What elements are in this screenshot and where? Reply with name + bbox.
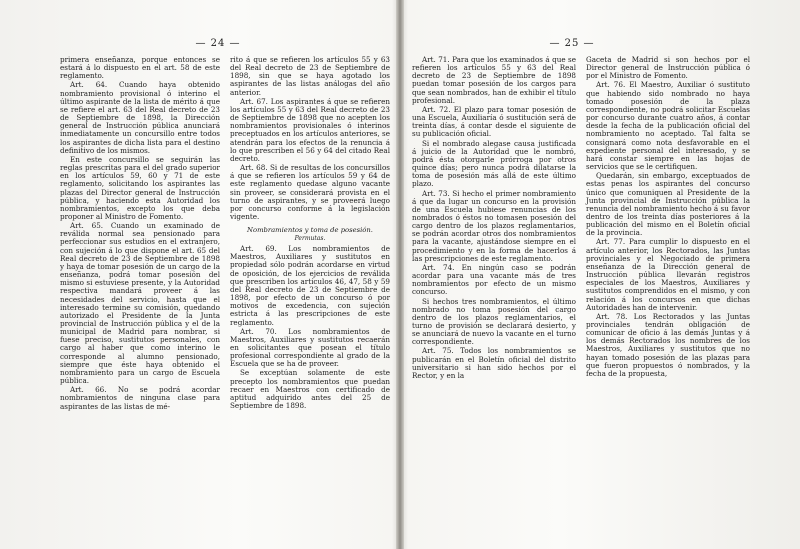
paragraph: Art. 77. Para cumplir lo dispuesto en el artículo anterior, los Rectorados, las Juntas provinciales y el Negociado de primera enseñanza de la Dirección general de Instrucción pública llevarán registros especiales de los Maestros, Auxiliares y sustitutos comprendidos en el mismo, y con relación á los concursos en que dichas Autoridades han de intervenir.	[586, 237, 750, 312]
paragraph: Art. 65. Cuando un examinado de reválida normal sea pensionado para perfeccionar sus estudios en el extranjero, con sujeción á lo que dispone el art. 65 del Real decreto de 23 de Septiembre de 1898 y haya de tomar posesión de un cargo de la enseñanza, podrá tomar posesión del mismo si estuviese presente, y la Autoridad respectiva mandará proveer á las necesidades del servicio, hasta que el interesado termine su comisión, quedando autorizado el Presidente de la Junta provincial de Instrucción pública y el de la municipal de Madrid para nombrar, si fuese preciso, sustitutos personales, con cargo al haber que como interino le corresponde al alumno pensionado, siempre que éste haya obtenido el nombramiento para un cargo de Escuela pública.	[60, 221, 220, 386]
paragraph: Art. 64. Cuando haya obtenido nombramiento provisional ó interino el último aspirante de la lista de mérito á que se refiere el art. 63 del Real decreto de 23 de Septiembre de 1898, la Dirección general de Instrucción pública anunciará inmediatamente un concursillo entre todos los aspirantes de dicha lista para el destino definitivo de los mismos.	[60, 80, 220, 155]
paragraph: Gaceta de Madrid si son hechos por el Director general de Instrucción pública ó por el Ministro de Fomento.	[586, 55, 750, 81]
paragraph: Art. 67. Los aspirantes á que se refieren los artículos 55 y 63 del Real decreto de 23 de Septiembre de 1898 que no acepten los nombramientos provisionales ó interinos preceptuados en los artículos anteriores, se atendrán para los efectos de la renuncia á lo que prescriben el 56 y 64 del citado Real decreto.	[230, 96, 390, 163]
right-page	[404, 0, 800, 549]
paragraph: rito á que se refieren los artículos 55 y 63 del Real decreto de 23 de Septiembre de 1898, sin que se haya agotado los aspirantes de las listas análogas del año anterior.	[230, 55, 390, 97]
paragraph: Art. 70. Los nombramientos de Maestros, Auxiliares y sustitutos recaerán en solicitantes que posean el título profesional correspondiente al grado de la Escuela que se ha de proveer.	[230, 326, 390, 369]
right-page-columns	[412, 56, 750, 381]
page-number: — 25 —	[549, 38, 595, 49]
paragraph: Art. 78. Los Rectorados y las Juntas provinciales tendrán obligación de comunicar de oficio á las demás Juntas y á los demás Rectorados los nombres de los Maestros, Auxiliares y sustitutos que no hayan tomado posesión de las plazas para que fueron propuestos ó nombrados, y la fecha de la propuesta,	[586, 311, 750, 378]
right-column-1	[412, 56, 576, 381]
paragraph: Art. 71. Para que los examinados á que se refieren los artículos 55 y 63 del Real decreto de 23 de Septiembre de 1898 puedan tomar posesión de los cargos para que sean nombrados, han de exhibir el título profesional.	[412, 55, 576, 105]
paragraph: Art. 69. Los nombramientos de Maestros, Auxiliares y sustitutos en propiedad sólo podrán acordarse en virtud de oposición, de los ejercicios de reválida que prescriben los artículos 46, 47, 58 y 59 del Real decreto de 23 de Septiembre de 1898, por efecto de un concurso ó por motivos de excedencia, con sujeción estricta á las prescripciones de este reglamento.	[230, 244, 390, 327]
paragraph: Si hechos tres nombramientos, el último nombrado no toma posesión del cargo dentro de los plazos reglamentarios, el turno de provisión se declarará desierto, y se anunciará de nuevo la vacante en el turno correspondiente.	[412, 296, 576, 347]
paragraph: En este concursillo se seguirán las reglas prescritas para el del grado superior en los artículos 59, 60 y 71 de este reglamento, solicitando los aspirantes las plazas del Director general de Instrucción pública, y haciendo esta Autoridad los nombramientos, excepto los que deba proponer al Ministro de Fomento.	[60, 154, 220, 221]
paragraph: Art. 72. El plazo para tomar posesión de una Escuela, Auxiliaría ó sustitución será de treinta días, á contar desde el siguiente de su publicación oficial.	[412, 104, 576, 139]
paragraph: Art. 66. No se podrá acordar nombramientos de ninguna clase para aspirantes de las listas de mé-	[60, 385, 220, 411]
paragraph: Quedarán, sin embargo, exceptuados de estas penas los aspirantes del concurso único que comuniquen al Presidente de la Junta provincial de Instrucción pública la renuncia del nombramiento hecho á su favor dentro de los treinta días posteriores á la publicación del mismo en el Boletín oficial de la provincia.	[586, 171, 750, 238]
paragraph: Art. 68. Si de resultas de los concursillos á que se refieren los artículos 59 y 64 de este reglamento quedase alguno vacante sin proveer, se considerará provista en el turno de aspirantes, y se proveerá luego por concurso conforme á la legislación vigente.	[230, 163, 390, 221]
book-gutter	[396, 0, 404, 549]
section-heading: Nombramientos y toma de posesión.	[247, 226, 373, 235]
paragraph: primera enseñanza, porque entonces se estará á lo dispuesto en el art. 58 de este reglamento.	[60, 55, 220, 81]
left-column-1	[60, 56, 220, 412]
paragraph: Art. 76. El Maestro, Auxiliar ó sustituto que habiendo sido nombrado no haya tomado posesión de la plaza correspondiente, no podrá solicitar Escuelas por concurso durante cuatro años, á contar desde la fecha de la publicación oficial del nombramiento no aceptado. Tal falta se consignará como nota desfavorable en el expediente personal del interesado, y se hará constar siempre en las hojas de servicios que se le certifiquen.	[586, 80, 750, 172]
page-number: — 24 —	[195, 38, 241, 49]
paragraph: Art. 74. En ningún caso se podrán acordar para una vacante más de tres nombramientos por efecto de un mismo concurso.	[412, 262, 576, 297]
left-page-columns	[60, 56, 390, 412]
right-column-2	[586, 56, 750, 381]
paragraph: Se exceptúan solamente de este precepto los nombramientos que puedan recaer en Maestros con certificado de aptitud adquirido antes del 25 de Septiembre de 1898.	[230, 368, 390, 411]
paragraph: Art. 75. Todos los nombramientos se publicarán en el Boletín oficial del distrito universitario si han sido hechos por el Rector, y en la	[412, 346, 576, 380]
section-subheading: Permutas.	[294, 235, 326, 243]
left-page	[0, 0, 396, 549]
paragraph: Si el nombrado alegase causa justificada á juicio de la Autoridad que le nombró, podrá ésta otorgarle prórroga por otros quince días; pero nunca podrá dilatarse la toma de posesión más allá de este último plazo.	[412, 138, 576, 189]
paragraph: Art. 73. Si hecho el primer nombramiento á que da lugar un concurso en la provisión de una Escuela hubiese renuncias de los nombrados ó éstos no tomasen posesión del cargo dentro de los plazos reglamentarios, se podrán acordar otros dos nombramientos para la vacante, ajustándose siempre en el procedimiento y en la forma de hacerlos á las prescripciones de este reglamento.	[412, 188, 576, 263]
left-column-2	[230, 56, 390, 412]
